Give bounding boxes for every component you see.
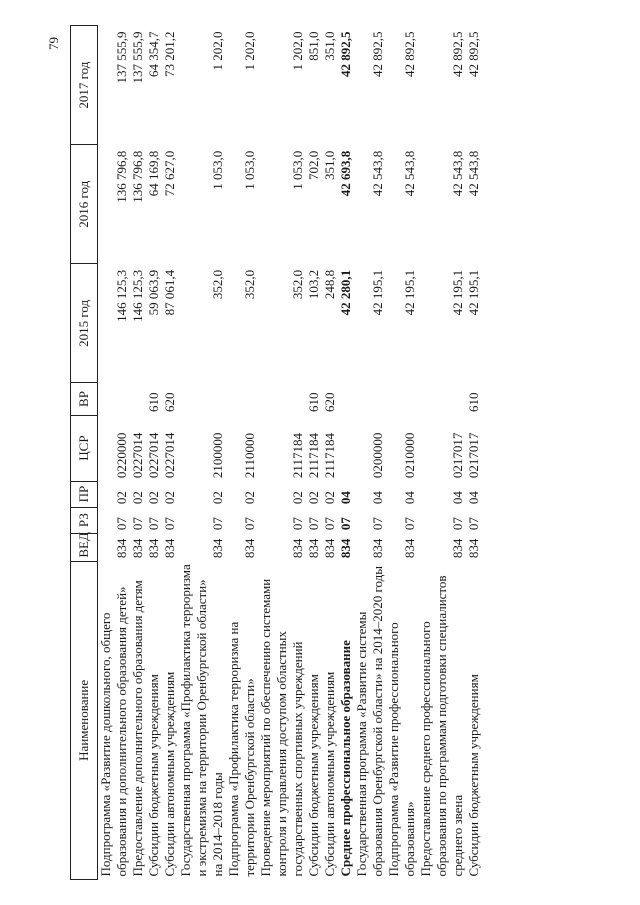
- cell-2015: 42 195,1: [402, 269, 417, 316]
- cell-rz: 07: [450, 517, 465, 531]
- cell-2015: 87 061,4: [162, 269, 177, 316]
- cell-name: Субсидии автономным учреждениям: [322, 671, 337, 877]
- cell-name: Проведение мероприятий по обеспечению системами контроля и управления доступом областных государственных спортивных учреждений: [258, 578, 305, 877]
- cell-2015: 103,2: [306, 269, 321, 300]
- cell-csr: 0200000: [370, 432, 385, 479]
- cell-vr: [130, 383, 146, 415]
- cell-2017: 137 555,9: [130, 31, 145, 84]
- header-pr: ПР: [71, 481, 98, 507]
- cell-2016: 72 627,0: [162, 150, 177, 197]
- table-row: [338, 26, 354, 880]
- cell-2017: 137 555,9: [114, 31, 129, 84]
- cell-csr: 2100000: [210, 432, 225, 479]
- table-row: [306, 26, 322, 880]
- cell-ved: 834: [146, 538, 161, 559]
- cell-rz: 07: [370, 517, 385, 531]
- cell-name: Подпрограмма «Развитие дошкольного, общего образования и дополнительного образования детей»: [98, 586, 129, 877]
- cell-2015: 59 063,9: [146, 269, 161, 316]
- cell-csr: 0227014: [146, 432, 161, 479]
- cell-name: Субсидии бюджетным учреждениям: [466, 674, 481, 877]
- cell-name: Государственная программа «Развитие системы образования Оренбургской области» на 2014–2020 годы: [354, 566, 385, 877]
- cell-2017: 42 892,5: [466, 31, 481, 77]
- cell-pr: 02: [290, 491, 305, 505]
- table-row: [386, 26, 418, 880]
- cell-2016: 1 053,0: [290, 150, 305, 190]
- cell-ved: 834: [114, 538, 129, 559]
- cell-vr: [386, 383, 418, 415]
- cell-name: Подпрограмма «Развитие профессионального образования»: [386, 622, 417, 877]
- cell-2017: 1 202,0: [290, 31, 305, 71]
- cell-2015: 42 195,1: [370, 269, 385, 316]
- cell-rz: 07: [210, 517, 225, 531]
- cell-name: Субсидии бюджетным учреждениям: [146, 674, 161, 877]
- cell-pr: 04: [402, 491, 417, 505]
- table-row: [418, 26, 466, 880]
- table-row: [178, 26, 226, 880]
- cell-csr: 2117184: [290, 433, 305, 479]
- cell-2017: 351,0: [322, 31, 337, 61]
- cell-vr: 610: [146, 392, 161, 413]
- cell-ved: 834: [130, 538, 145, 559]
- cell-2016: 1 053,0: [242, 150, 257, 190]
- cell-name: Среднее профессиональное образование: [338, 640, 353, 877]
- cell-rz: 07: [146, 517, 161, 531]
- cell-name: Подпрограмма «Профилактика терроризма на территории Оренбургской области»: [226, 621, 257, 877]
- cell-2015: 42 195,1: [450, 269, 465, 316]
- cell-pr: 04: [370, 491, 385, 505]
- table-row: [226, 26, 258, 880]
- cell-2016: 136 796,8: [130, 150, 145, 203]
- table-row: [354, 26, 386, 880]
- cell-pr: 02: [146, 491, 161, 505]
- cell-2017: 1 202,0: [210, 31, 225, 71]
- cell-csr: 0227014: [130, 432, 145, 479]
- cell-csr: 0217017: [450, 432, 465, 479]
- cell-2017: 1 202,0: [242, 31, 257, 71]
- cell-ved: 834: [306, 538, 321, 559]
- table-body: [98, 26, 483, 880]
- cell-vr: 620: [322, 392, 337, 413]
- cell-rz: 07: [466, 517, 481, 531]
- cell-csr: 2117184: [322, 433, 337, 479]
- table-row: [162, 26, 178, 880]
- cell-pr: 02: [162, 491, 177, 505]
- header-csr: ЦСР: [71, 415, 98, 481]
- header-rz: РЗ: [71, 507, 98, 533]
- cell-pr: 04: [338, 491, 353, 505]
- cell-2016: 136 796,8: [114, 150, 129, 203]
- cell-2016: 702,0: [306, 150, 321, 180]
- cell-ved: 834: [338, 538, 353, 559]
- cell-csr: 0210000: [402, 432, 417, 479]
- cell-ved: 834: [322, 538, 337, 559]
- table-row: [98, 26, 131, 880]
- cell-2015: 146 125,3: [130, 269, 145, 322]
- cell-2015: 146 125,3: [114, 269, 129, 322]
- header-ved: ВЕД: [71, 533, 98, 561]
- cell-name: Предоставление среднего профессионального образования по программам подготовки специалистов среднего звена: [418, 575, 465, 877]
- cell-csr: 0227014: [162, 432, 177, 479]
- cell-vr: 610: [306, 392, 321, 413]
- table-row: [322, 26, 338, 880]
- table-header-row: [71, 26, 98, 880]
- cell-pr: 02: [130, 491, 145, 505]
- cell-pr: 04: [466, 491, 481, 505]
- cell-pr: 02: [322, 491, 337, 505]
- cell-vr: 610: [466, 392, 481, 413]
- cell-name: Предоставление дополнительного образования детям: [130, 580, 145, 877]
- rotated-content: [46, 25, 610, 880]
- cell-vr: [418, 383, 466, 415]
- cell-2015: 248,8: [322, 269, 337, 300]
- cell-2016: 42 693,8: [338, 150, 353, 197]
- cell-rz: 07: [306, 517, 321, 531]
- header-2016: 2016 год: [71, 145, 98, 264]
- cell-2016: 42 543,8: [450, 150, 465, 197]
- cell-2015: 352,0: [290, 269, 305, 300]
- cell-2017: 42 892,5: [370, 31, 385, 77]
- cell-name: Субсидии автономным учреждениям: [162, 671, 177, 877]
- table-row: [146, 26, 162, 880]
- cell-csr: [338, 415, 354, 481]
- cell-2015: 42 280,1: [338, 269, 353, 316]
- cell-vr: [338, 383, 354, 415]
- header-vr: ВР: [71, 383, 98, 415]
- cell-vr: [354, 383, 386, 415]
- cell-2016: 351,0: [322, 150, 337, 180]
- cell-2016: 42 543,8: [370, 150, 385, 197]
- cell-pr: 02: [242, 491, 257, 505]
- header-name: Наименование: [71, 561, 98, 879]
- cell-rz: 07: [338, 517, 353, 531]
- cell-pr: 02: [306, 491, 321, 505]
- table-row: [130, 26, 146, 880]
- page-number: 79: [46, 37, 61, 50]
- cell-2016: 42 543,8: [402, 150, 417, 197]
- cell-vr: [98, 383, 131, 415]
- cell-2016: 42 543,8: [466, 150, 481, 197]
- cell-2017: 42 892,5: [338, 31, 353, 77]
- table-row: [466, 26, 482, 880]
- cell-rz: 07: [130, 517, 145, 531]
- cell-2017: 42 892,5: [402, 31, 417, 77]
- cell-vr: [226, 383, 258, 415]
- cell-name: Государственная программа «Профилактика терроризма и экстремизма на территории Оренбургской области» на 2014–2018 годы: [178, 564, 225, 877]
- cell-2017: 851,0: [306, 31, 321, 61]
- cell-2017: 64 354,7: [146, 31, 161, 77]
- cell-2017: 73 201,2: [162, 31, 177, 77]
- cell-2015: 352,0: [210, 269, 225, 300]
- cell-rz: 07: [242, 517, 257, 531]
- header-2017: 2017 год: [71, 26, 98, 145]
- cell-ved: 834: [370, 538, 385, 559]
- cell-rz: 07: [322, 517, 337, 531]
- cell-2015: 42 195,1: [466, 269, 481, 316]
- cell-rz: 07: [402, 517, 417, 531]
- cell-csr: 0220000: [114, 432, 129, 479]
- cell-rz: 07: [114, 517, 129, 531]
- cell-vr: [258, 383, 306, 415]
- cell-ved: 834: [162, 538, 177, 559]
- cell-csr: 2110000: [242, 433, 257, 479]
- cell-ved: 834: [466, 538, 481, 559]
- cell-ved: 834: [402, 538, 417, 559]
- cell-2016: 64 169,8: [146, 150, 161, 197]
- cell-pr: 02: [210, 491, 225, 505]
- cell-rz: 07: [162, 517, 177, 531]
- budget-table: [70, 25, 482, 880]
- table-row: [258, 26, 306, 880]
- cell-pr: 02: [114, 491, 129, 505]
- cell-name: Субсидии бюджетным учреждениям: [306, 674, 321, 877]
- cell-ved: 834: [242, 538, 257, 559]
- cell-csr: 0217017: [466, 432, 481, 479]
- cell-2017: 42 892,5: [450, 31, 465, 77]
- cell-ved: 834: [290, 538, 305, 559]
- cell-pr: 04: [450, 491, 465, 505]
- cell-2015: 352,0: [242, 269, 257, 300]
- header-2015: 2015 год: [71, 264, 98, 383]
- cell-vr: 620: [162, 392, 177, 413]
- cell-ved: 834: [210, 538, 225, 559]
- cell-ved: 834: [450, 538, 465, 559]
- cell-vr: [178, 383, 226, 415]
- cell-2016: 1 053,0: [210, 150, 225, 190]
- cell-rz: 07: [290, 517, 305, 531]
- cell-csr: 2117184: [306, 433, 321, 479]
